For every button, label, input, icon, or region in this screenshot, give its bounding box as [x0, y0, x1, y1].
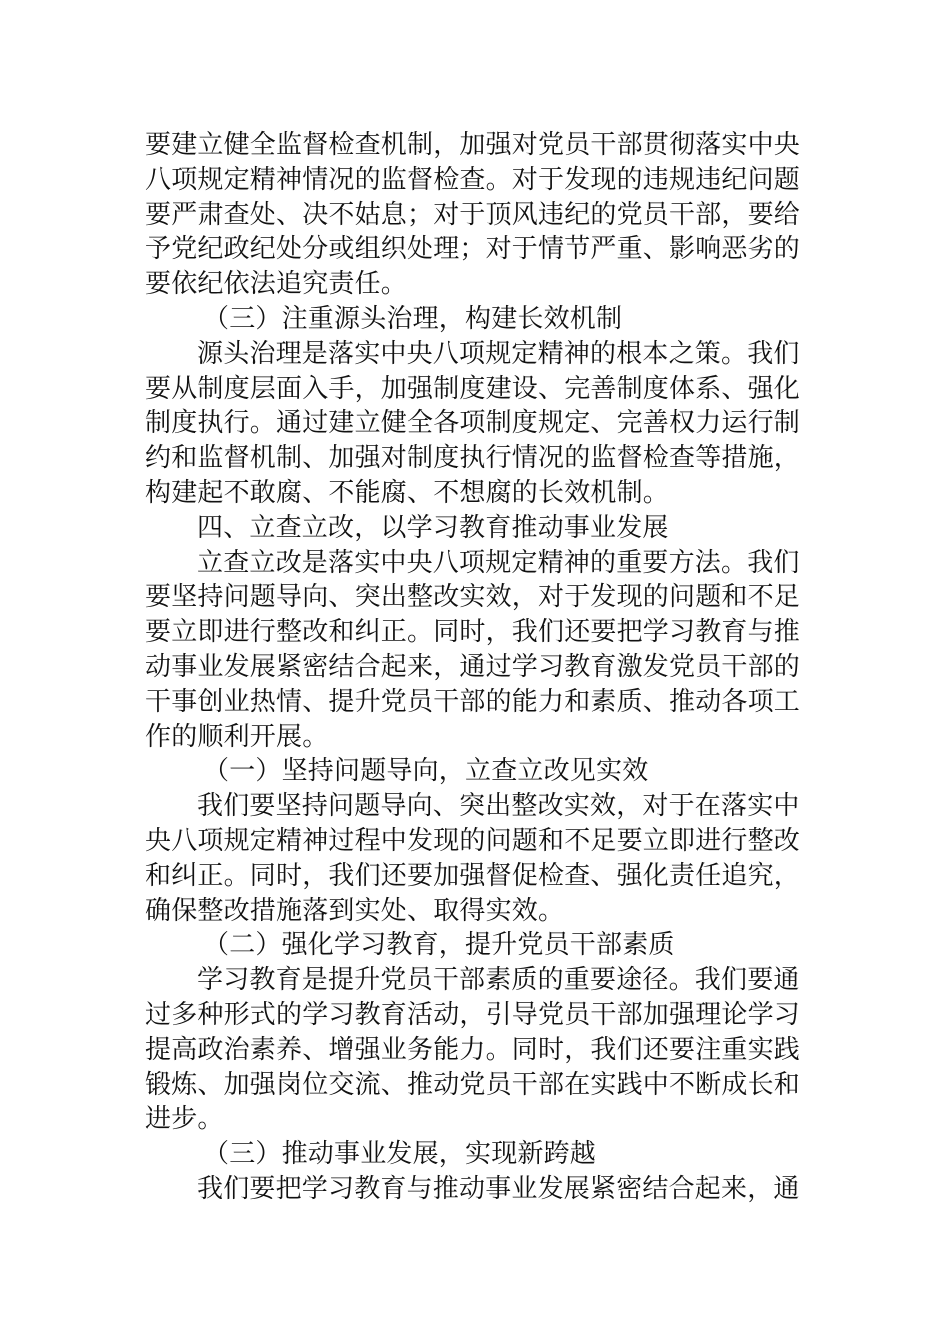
body-line: 要严肃查处、决不姑息；对于顶风违纪的党员干部，要给 — [145, 199, 801, 230]
body-line: 确保整改措施落到实处、取得实效。 — [145, 895, 565, 926]
subheading: （三）注重源头治理，构建长效机制 — [203, 303, 623, 334]
body-line: 八项规定精神情况的监督检查。对于发现的违规违纪问题 — [145, 164, 801, 195]
body-line: 进步。 — [145, 1104, 224, 1135]
body-line: 作的顺利开展。 — [145, 721, 329, 752]
body-line: 约和监督机制、加强对制度执行情况的监督检查等措施， — [145, 443, 801, 474]
body-line: 要从制度层面入手，加强制度建设、完善制度体系、强化 — [145, 373, 801, 404]
body-line: 要坚持问题导向、突出整改实效，对于发现的问题和不足 — [145, 582, 801, 613]
body-line: 构建起不敢腐、不能腐、不想腐的长效机制。 — [145, 477, 670, 508]
paragraph-first-line: 我们要把学习教育与推动事业发展紧密结合起来，通 — [197, 1173, 800, 1204]
section-heading: 四、立查立改，以学习教育推动事业发展 — [197, 512, 669, 543]
body-line: 动事业发展紧密结合起来，通过学习教育激发党员干部的 — [145, 651, 801, 682]
paragraph-first-line: 源头治理是落实中央八项规定精神的根本之策。我们 — [197, 338, 800, 369]
body-line: 要依纪依法追究责任。 — [145, 269, 408, 300]
subheading: （一）坚持问题导向，立查立改见实效 — [203, 756, 649, 787]
body-line: 制度执行。通过建立健全各项制度规定、完善权力运行制 — [145, 408, 801, 439]
paragraph-first-line: 我们要坚持问题导向、突出整改实效，对于在落实中 — [197, 791, 800, 822]
body-line: 锻炼、加强岗位交流、推动党员干部在实践中不断成长和 — [145, 1069, 801, 1100]
body-line: 干事创业热情、提升党员干部的能力和素质、推动各项工 — [145, 686, 801, 717]
body-line: 过多种形式的学习教育活动，引导党员干部加强理论学习 — [145, 999, 801, 1030]
body-line: 予党纪政纪处分或组织处理；对于情节严重、影响恶劣的 — [145, 234, 801, 265]
paragraph-first-line: 学习教育是提升党员干部素质的重要途径。我们要通 — [197, 965, 800, 996]
body-line: 要立即进行整改和纠正。同时，我们还要把学习教育与推 — [145, 617, 801, 648]
body-line: 央八项规定精神过程中发现的问题和不足要立即进行整改 — [145, 825, 801, 856]
body-line: 提高政治素养、增强业务能力。同时，我们还要注重实践 — [145, 1034, 801, 1065]
subheading: （三）推动事业发展，实现新跨越 — [203, 1139, 597, 1170]
body-line: 和纠正。同时，我们还要加强督促检查、强化责任追究， — [145, 860, 801, 891]
body-line: 要建立健全监督检查机制，加强对党员干部贯彻落实中央 — [145, 130, 801, 160]
document-body — [145, 128, 809, 1207]
subheading: （二）强化学习教育，提升党员干部素质 — [203, 930, 675, 961]
paragraph-first-line: 立查立改是落实中央八项规定精神的重要方法。我们 — [197, 547, 800, 578]
